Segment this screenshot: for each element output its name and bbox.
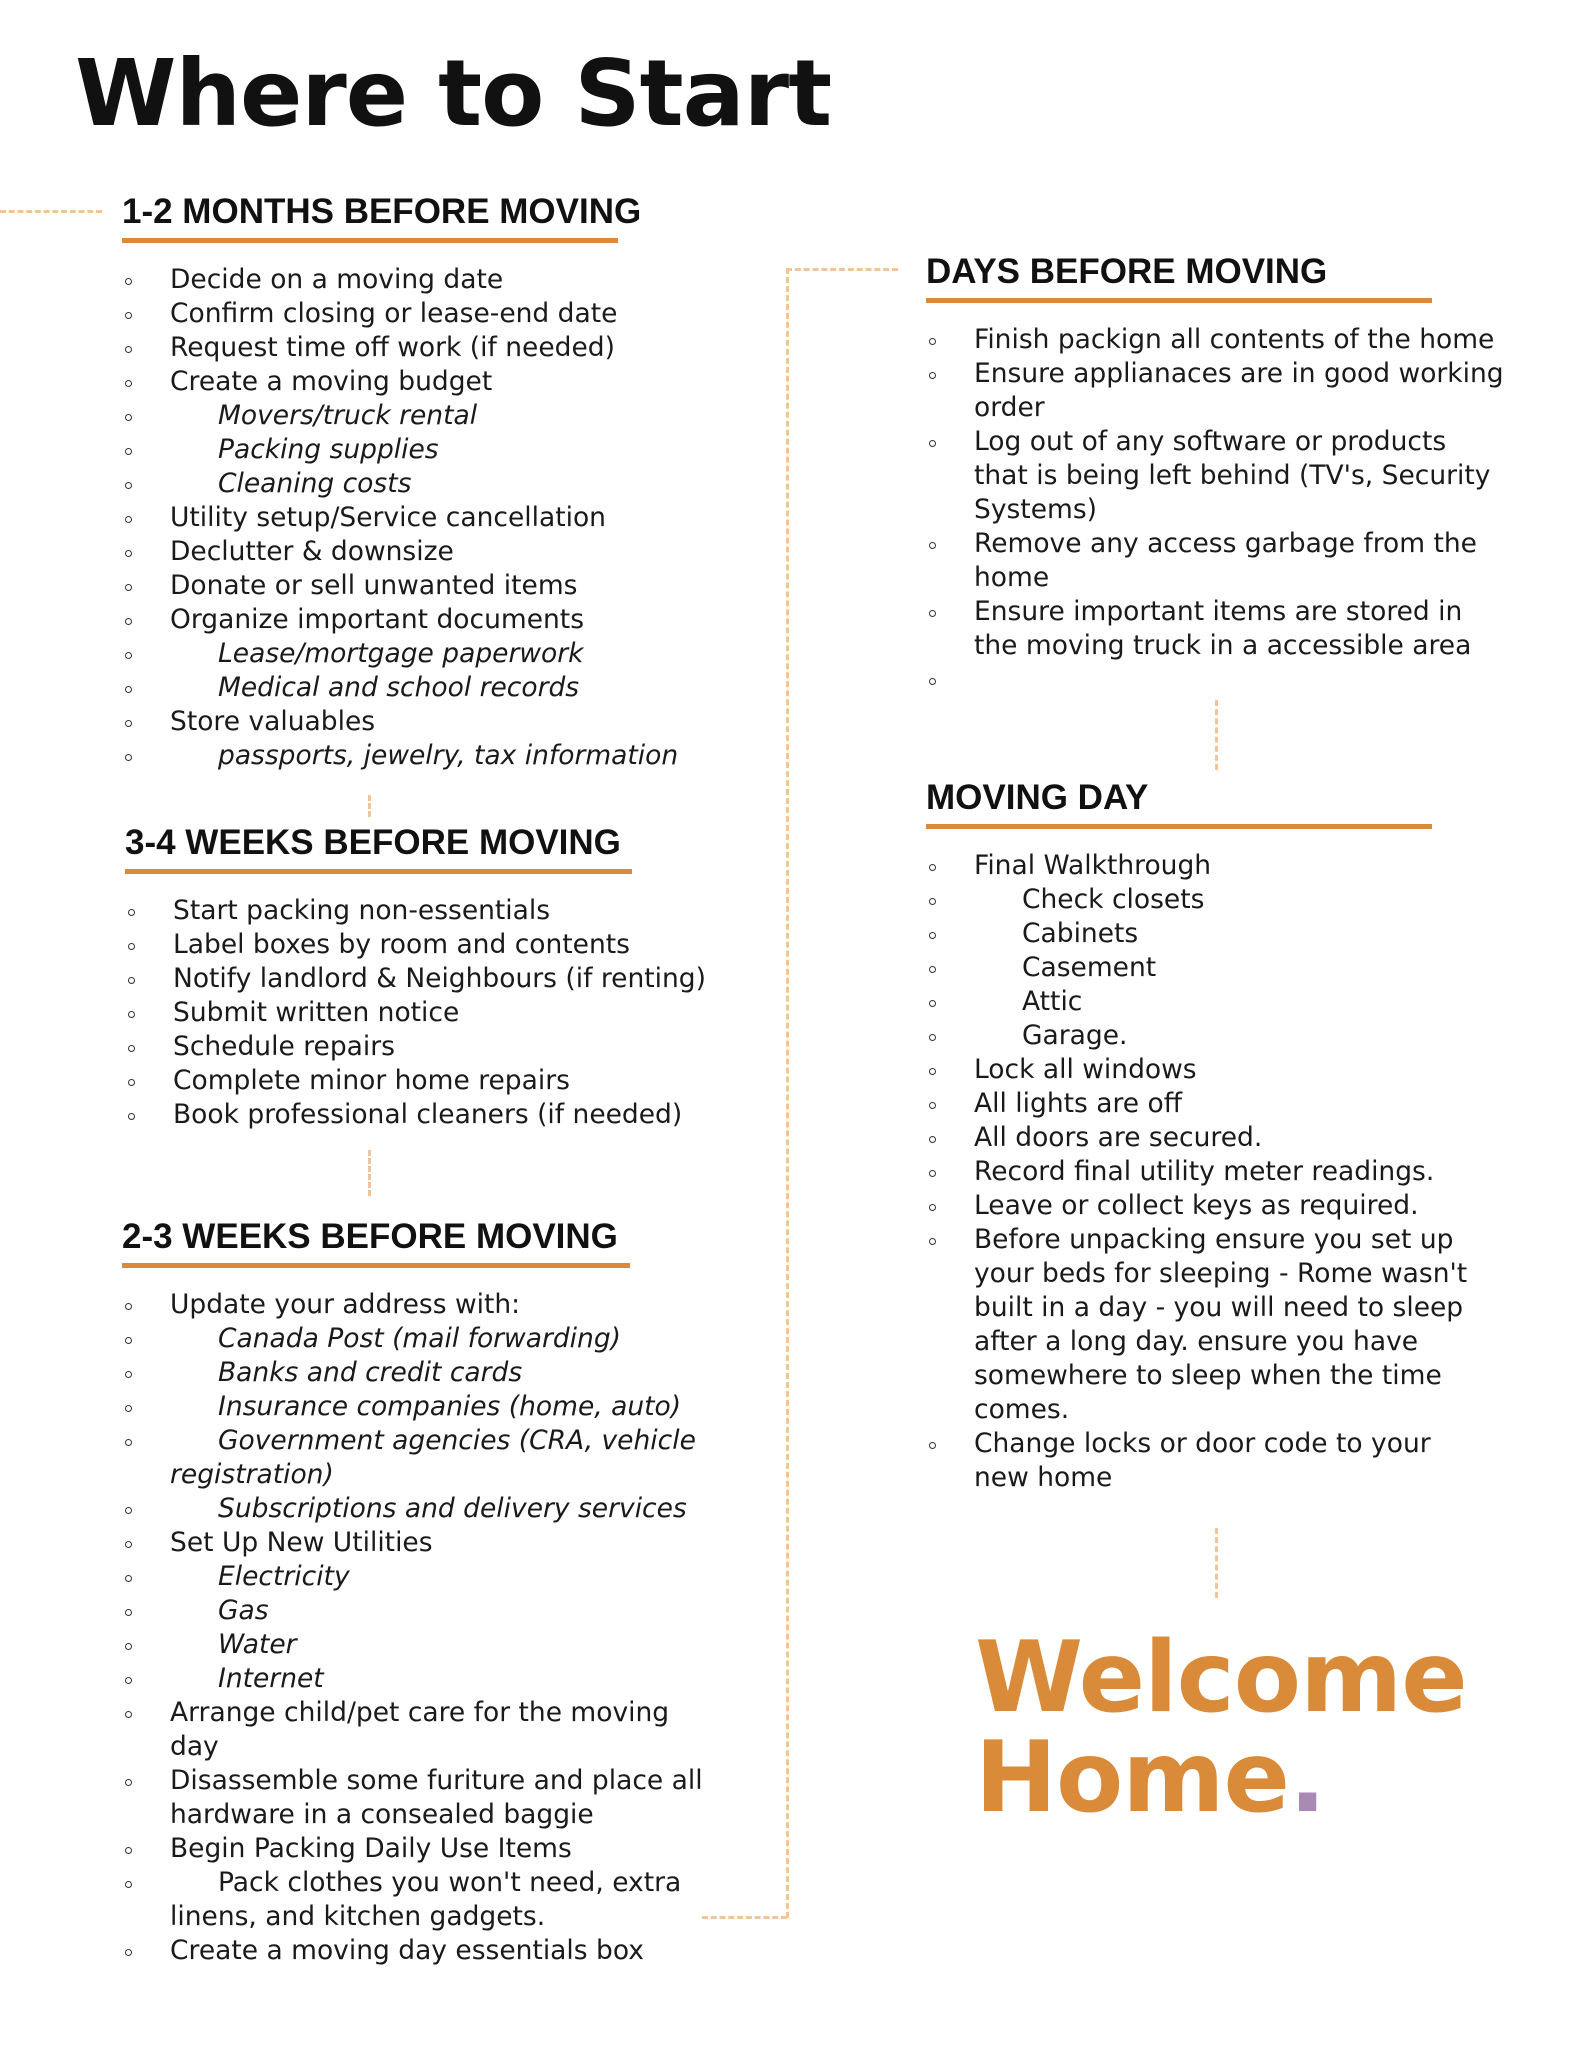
section-title: MOVING DAY: [926, 778, 1149, 817]
checklist-item-text: Lease/mortgage paperwork: [218, 637, 584, 669]
checklist-item-text: All doors are secured.: [974, 1121, 1263, 1153]
checklist-item-text: Organize important documents: [170, 603, 584, 635]
checklist-item: [122, 671, 772, 705]
checklist-item: [122, 535, 772, 569]
checklist-item: [122, 1526, 722, 1560]
checklist-item: [926, 1189, 1486, 1223]
checklist-item-text: Banks and credit cards: [218, 1356, 523, 1388]
checklist-item: [122, 1832, 722, 1866]
checklist-item: [926, 917, 1486, 951]
checklist-item-text: Remove any access garbage from the home: [974, 527, 1477, 593]
connector-dash: [368, 795, 371, 817]
checklist-item: [926, 357, 1506, 425]
page-title: Where to Start: [75, 40, 832, 147]
checklist-item-text: passports, jewelry, tax information: [218, 739, 679, 771]
checklist-item: [122, 399, 772, 433]
section-moving-day: [926, 779, 1486, 1495]
checklist-item-text: Insurance companies (home, auto): [218, 1390, 682, 1422]
checklist-item: [125, 962, 775, 996]
checklist-item: [125, 1064, 775, 1098]
checklist-item: [926, 1223, 1486, 1427]
checklist-item-text: Disassemble some furiture and place all hardware in a consealed baggie: [170, 1764, 703, 1830]
checklist-item-text: Confirm closing or lease-end date: [170, 297, 618, 329]
checklist-item: [125, 1030, 775, 1064]
checklist-item: [122, 1866, 722, 1934]
checklist-item-text: Arrange child/pet care for the moving day: [170, 1696, 670, 1762]
welcome-dot: .: [1288, 1721, 1326, 1835]
checklist-item: [122, 1764, 722, 1832]
checklist-item-text: Book professional cleaners (if needed): [173, 1098, 683, 1130]
checklist-item: [125, 894, 775, 928]
checklist-item: [122, 297, 772, 331]
checklist-item: [926, 985, 1486, 1019]
welcome-home-text: [975, 1621, 1467, 1835]
checklist-item: [122, 1390, 722, 1424]
checklist-item: [122, 467, 772, 501]
checklist-item: [122, 1424, 722, 1492]
welcome-home-word: Home: [975, 1721, 1289, 1835]
checklist-item: [122, 1356, 722, 1390]
checklist-item-text: Casement: [1022, 951, 1157, 983]
checklist-item-text: Update your address with:: [170, 1288, 521, 1320]
section-title: 3-4 WEEKS BEFORE MOVING: [125, 823, 621, 862]
checklist-item-text: Medical and school records: [218, 671, 580, 703]
checklist-item-text: Finish packign all contents of the home: [974, 323, 1495, 355]
checklist-item: [122, 263, 772, 297]
connector-dash: [786, 268, 789, 1918]
checklist-item: [122, 569, 772, 603]
checklist-item-text: Internet: [218, 1662, 324, 1694]
connector-dash: [1215, 1528, 1218, 1598]
checklist: [926, 323, 1506, 663]
checklist-item-text: Donate or sell unwanted items: [170, 569, 578, 601]
welcome-line-1: Welcome: [975, 1621, 1467, 1735]
checklist-item: [926, 323, 1506, 357]
checklist-item-text: Garage.: [1022, 1019, 1128, 1051]
checklist-item-text: Government agencies (CRA, vehicle registration): [170, 1424, 696, 1490]
section-underline: [125, 869, 632, 874]
checklist-item: [122, 1322, 722, 1356]
checklist-item-text: Begin Packing Daily Use Items: [170, 1832, 572, 1864]
checklist-item-text: Ensure important items are stored in the moving truck in a accessible area: [974, 595, 1472, 661]
section-underline: [122, 238, 618, 243]
checklist-item-text: Before unpacking ensure you set up your beds for sleeping - Rome wasn't built in a day - you will need to sleep after a long day. ensure you have somewhere to sleep when the time comes.: [974, 1223, 1468, 1425]
connector-dash: [0, 210, 102, 213]
checklist-item-text: Store valuables: [170, 705, 376, 737]
section-underline: [926, 298, 1432, 303]
checklist-item-text: Cleaning costs: [218, 467, 412, 499]
section-title: DAYS BEFORE MOVING: [926, 252, 1328, 291]
checklist-item: [122, 705, 772, 739]
checklist-item-text: Gas: [218, 1594, 269, 1626]
connector-dash: [1215, 700, 1218, 770]
checklist-item: [926, 1087, 1486, 1121]
checklist-item: [926, 1121, 1486, 1155]
welcome-line-2: [975, 1721, 1467, 1835]
checklist-item: [122, 501, 772, 535]
checklist-item: [926, 1155, 1486, 1189]
checklist-item: [122, 1662, 722, 1696]
section-days-before: [926, 253, 1506, 663]
checklist: [122, 1288, 722, 1968]
checklist-item-text: Log out of any software or products that is being left behind (TV's, Security Systems): [974, 425, 1491, 525]
checklist-item-text: Start packing non-essentials: [173, 894, 551, 926]
checklist-item-text: All lights are off: [974, 1087, 1182, 1119]
checklist-item: [122, 603, 772, 637]
checklist-item-text: Lock all windows: [974, 1053, 1197, 1085]
checklist-item-text: Water: [218, 1628, 297, 1660]
checklist-item: [122, 1288, 722, 1322]
checklist-item: [926, 849, 1486, 883]
section-underline: [122, 1263, 630, 1268]
checklist-item-text: Subscriptions and delivery services: [218, 1492, 687, 1524]
checklist-item: [122, 1696, 722, 1764]
checklist: [122, 263, 772, 773]
checklist-item: [122, 1628, 722, 1662]
checklist-item: [125, 996, 775, 1030]
checklist-item-text: Ensure applianaces are in good working order: [974, 357, 1504, 423]
checklist-item-text: Electricity: [218, 1560, 350, 1592]
checklist-item-text: Pack clothes you won't need, extra linens, and kitchen gadgets.: [170, 1866, 682, 1932]
checklist-item: [122, 739, 772, 773]
checklist-item: [122, 365, 772, 399]
connector-dash: [368, 1150, 371, 1196]
section-title: 1-2 MONTHS BEFORE MOVING: [122, 192, 642, 231]
checklist-item-text: Utility setup/Service cancellation: [170, 501, 606, 533]
checklist-item-text: Change locks or door code to your new home: [974, 1427, 1431, 1493]
checklist-item: [122, 1492, 722, 1526]
checklist-item-text: Final Walkthrough: [974, 849, 1212, 881]
checklist-item: [122, 1594, 722, 1628]
checklist-item: [926, 1053, 1486, 1087]
checklist-item-text: Attic: [1022, 985, 1083, 1017]
checklist-item: [125, 1098, 775, 1132]
section-underline: [926, 824, 1432, 829]
checklist-item: [926, 425, 1506, 527]
checklist-item: [122, 637, 772, 671]
checklist-item-text: Movers/truck rental: [218, 399, 478, 431]
checklist-item: [122, 331, 772, 365]
section-3-4-weeks: [125, 824, 775, 1132]
checklist: [926, 849, 1486, 1495]
checklist-item-text: Leave or collect keys as required.: [974, 1189, 1419, 1221]
checklist-item: [926, 1427, 1486, 1495]
checklist-item-text: Canada Post (mail forwarding): [218, 1322, 621, 1354]
checklist-item: [926, 951, 1486, 985]
checklist-item: [926, 527, 1506, 595]
checklist: [125, 894, 775, 1132]
checklist-item-text: Declutter & downsize: [170, 535, 454, 567]
checklist-item: [125, 928, 775, 962]
checklist-item-text: Create a moving day essentials box: [170, 1934, 644, 1966]
checklist-item-text: Create a moving budget: [170, 365, 493, 397]
checklist-item: [122, 1934, 722, 1968]
checklist-item: [926, 883, 1486, 917]
checklist-item-text: Notify landlord & Neighbours (if renting): [173, 962, 706, 994]
checklist-item-text: Packing supplies: [218, 433, 439, 465]
checklist-item-text: Submit written notice: [173, 996, 460, 1028]
checklist-item: [122, 433, 772, 467]
checklist-item-text: Schedule repairs: [173, 1030, 395, 1062]
checklist-item-text: Record final utility meter readings.: [974, 1155, 1435, 1187]
connector-dash: [786, 268, 898, 271]
checklist-item-text: Request time off work (if needed): [170, 331, 615, 363]
checklist-item: [122, 1560, 722, 1594]
checklist-item-text: Label boxes by room and contents: [173, 928, 630, 960]
checklist-item: [926, 1019, 1486, 1053]
section-title: 2-3 WEEKS BEFORE MOVING: [122, 1217, 618, 1256]
checklist-item-text: Check closets: [1022, 883, 1205, 915]
checklist-item-text: Set Up New Utilities: [170, 1526, 433, 1558]
section-1-2-months: [122, 193, 772, 773]
section-2-3-weeks: [122, 1218, 722, 1968]
checklist-item-text: Complete minor home repairs: [173, 1064, 570, 1096]
checklist-item-text: Cabinets: [1022, 917, 1139, 949]
checklist-item-text: Decide on a moving date: [170, 263, 504, 295]
checklist-item: [926, 595, 1506, 663]
